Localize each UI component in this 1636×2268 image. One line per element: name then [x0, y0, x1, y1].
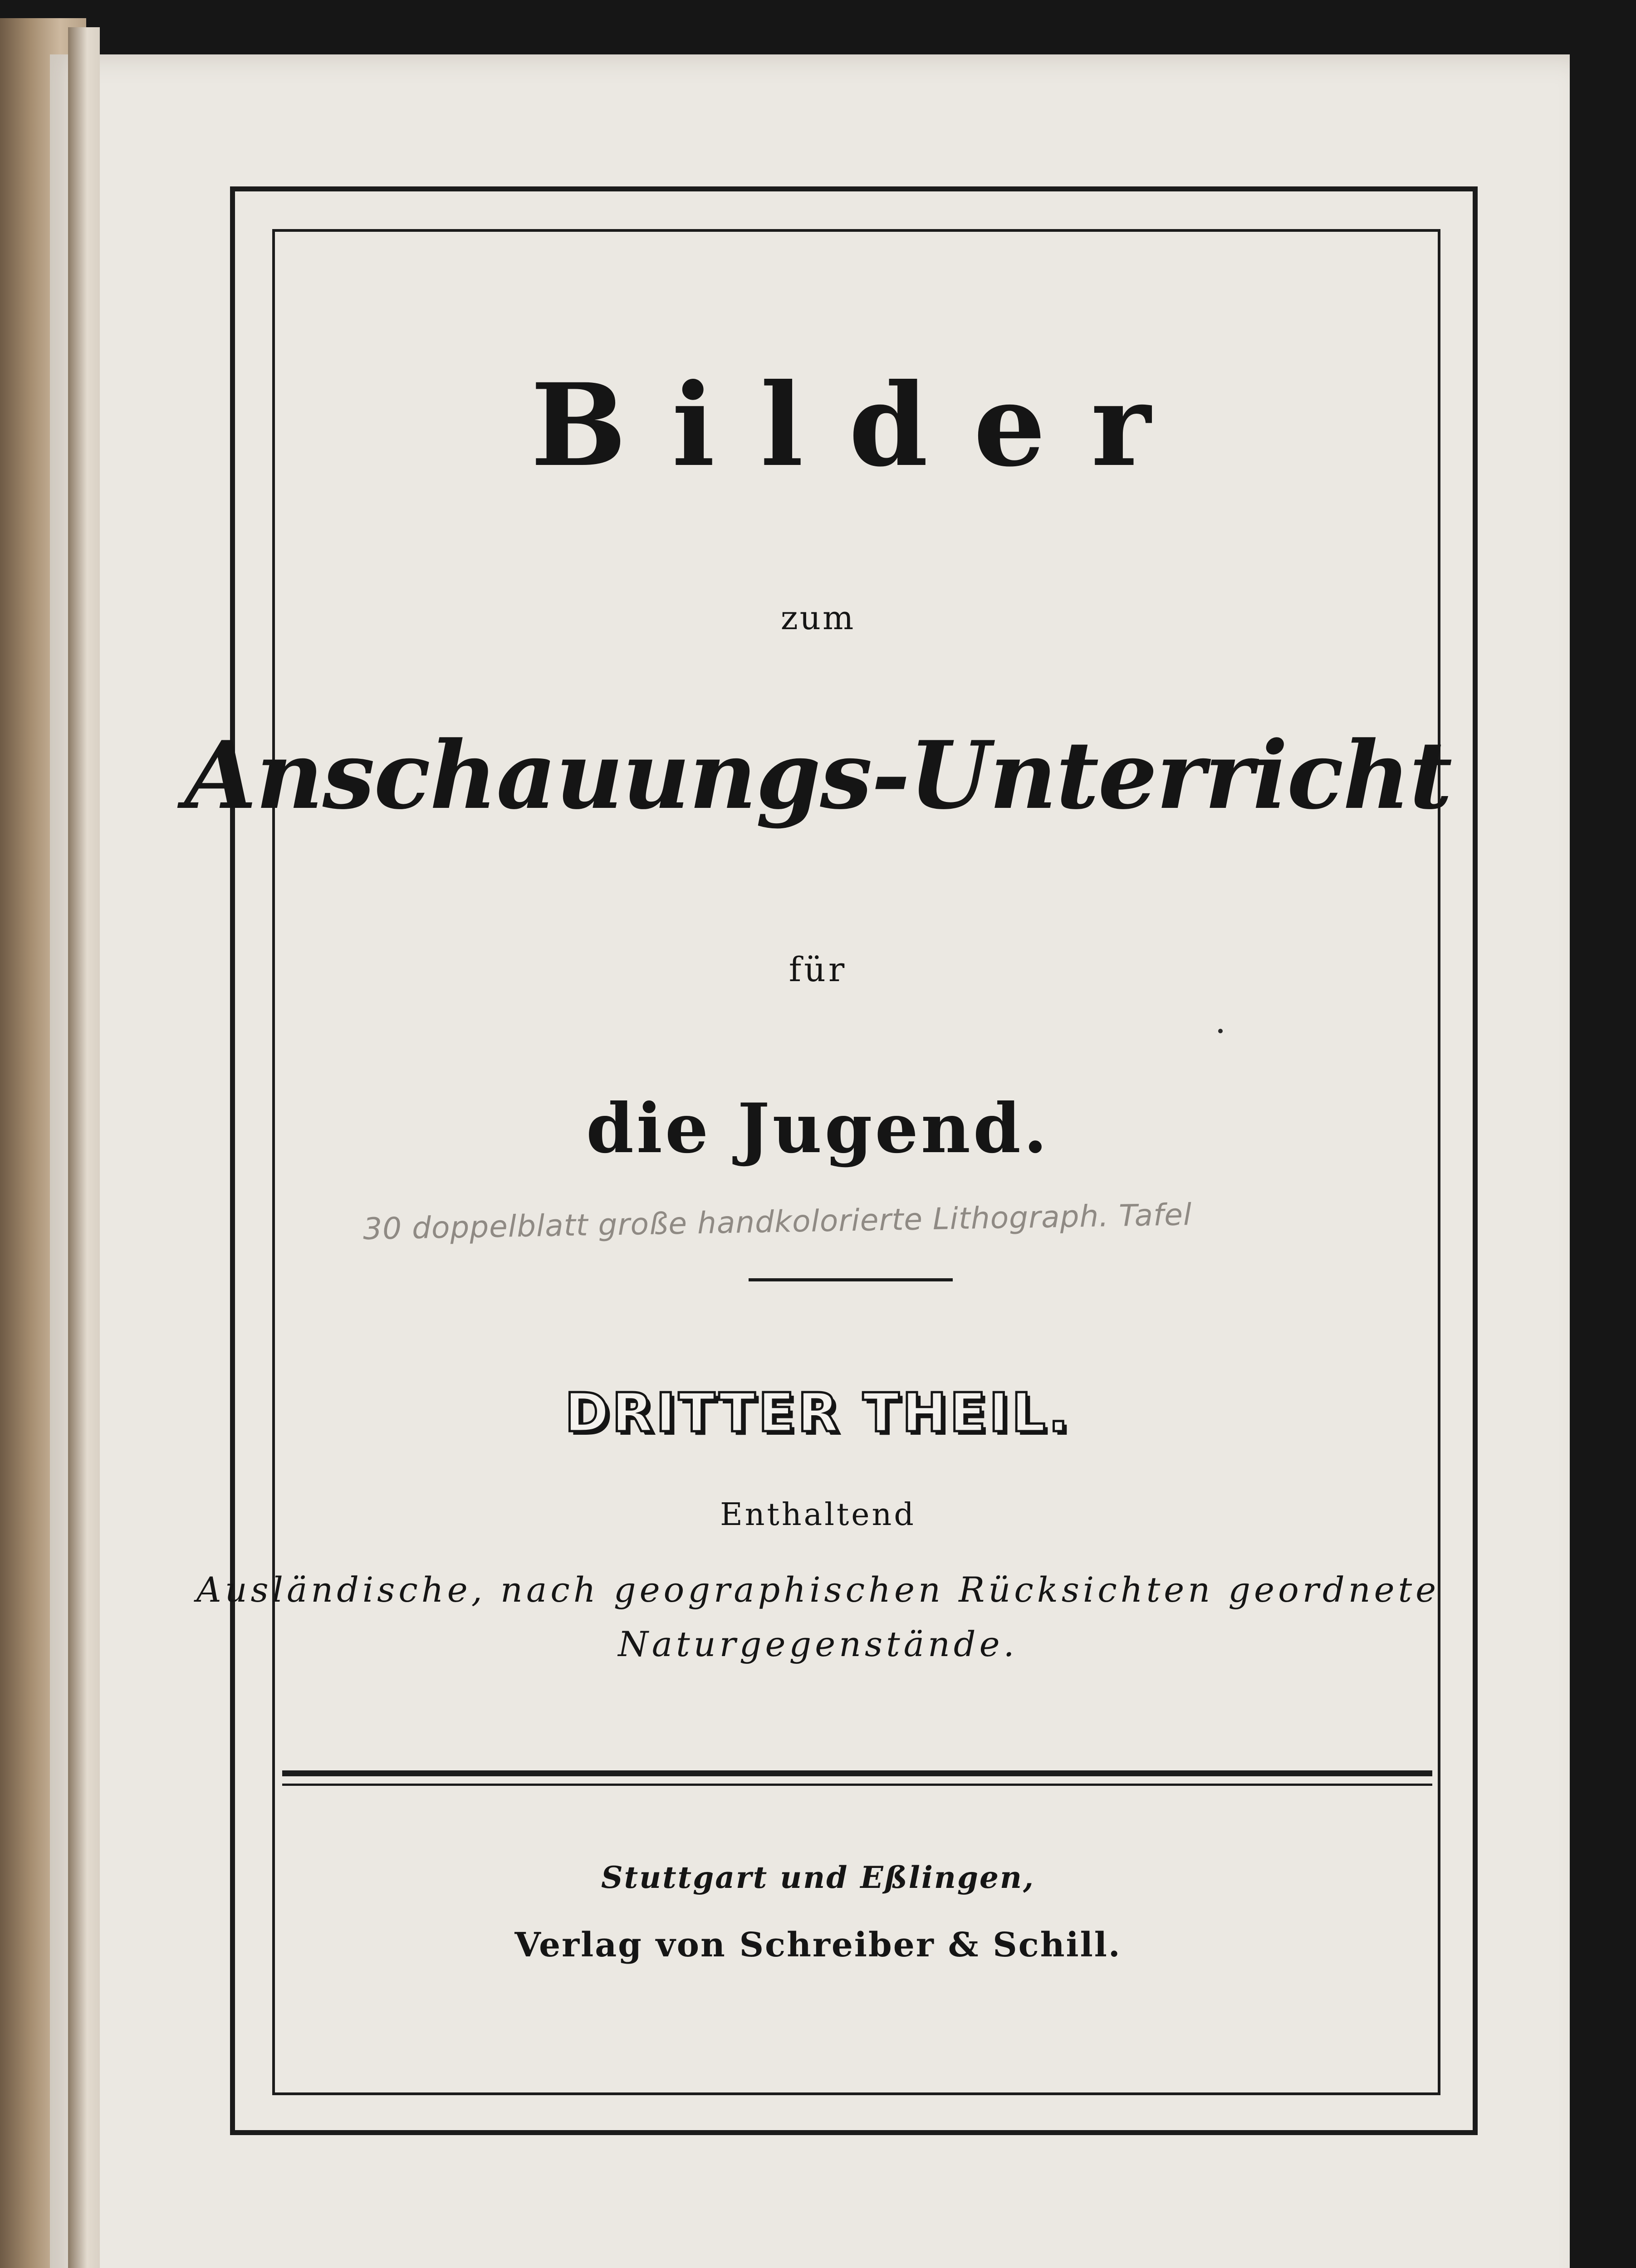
part-heading: DRITTER THEIL. [564, 1381, 1072, 1444]
for-text: für [789, 950, 847, 989]
subject-title: Anschauungs-Unterricht [184, 721, 1452, 830]
imprint-divider-thin [282, 1784, 1432, 1786]
short-divider-rule [749, 1278, 953, 1281]
contents-line-2: Naturgegenstände. [618, 1624, 1018, 1664]
paper-speck [1218, 1029, 1223, 1033]
imprint-divider-thick [282, 1770, 1432, 1776]
contents-intro: Enthaltend [720, 1497, 916, 1533]
preposition-text: zum [780, 599, 856, 637]
main-title: Bilder [530, 358, 1196, 492]
imprint-place: Stuttgart und Eßlingen, [601, 1860, 1035, 1895]
handwritten-pencil-note: 30 doppelblatt große handkolorierte Lithograph. Tafel [362, 1197, 1192, 1246]
audience-title: die Jugend. [586, 1089, 1050, 1168]
contents-line-1: Ausländische, nach geographischen Rücksichten geordnete [196, 1569, 1440, 1610]
imprint-publisher: Verlag von Schreiber & Schill. [514, 1926, 1122, 1965]
